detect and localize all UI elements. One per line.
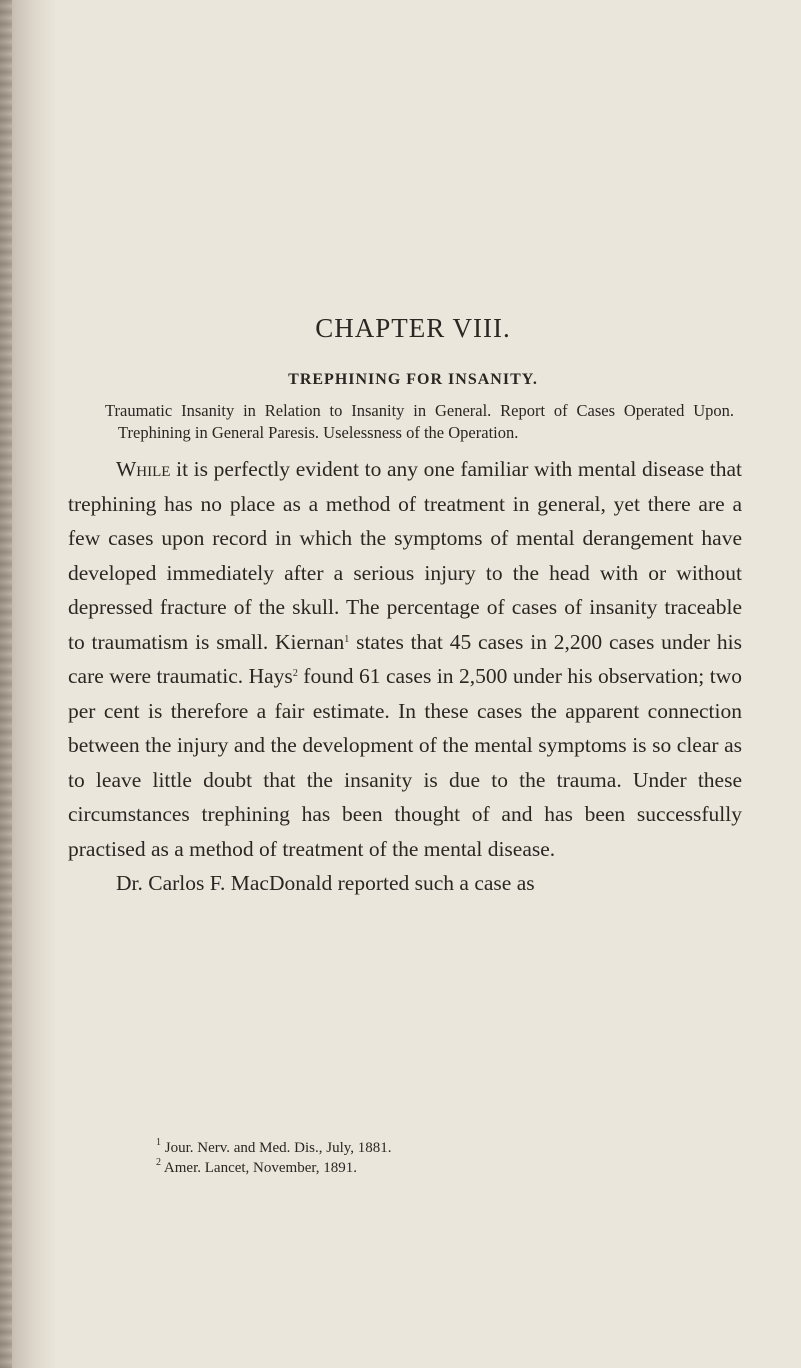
footnote-ref-1[interactable]: 1 (344, 633, 350, 645)
footnote-text: Jour. Nerv. and Med. Dis., July, 1881. (161, 1140, 392, 1156)
footnotes (156, 1138, 716, 1178)
book-page (68, 0, 758, 1368)
section-title: TREPHINING FOR INSANITY. (288, 371, 538, 388)
chapter-title: CHAPTER VIII. (315, 313, 511, 343)
footnote-number: 1 (156, 1137, 161, 1148)
lead-word: While (116, 457, 171, 481)
footnote-text: Amer. Lancet, November, 1891. (161, 1160, 358, 1176)
footnote-number: 2 (156, 1157, 161, 1168)
chapter-summary: Traumatic Insanity in Relation to Insanity in General. Report of Cases Operated Upon. Trephining in General Paresis. Uselessness of the Operation. (105, 401, 734, 442)
footnote-ref-2[interactable]: 2 (292, 668, 298, 679)
paragraph-2: Dr. Carlos F. MacDonald reported such a case as (116, 871, 535, 895)
footnote-2 (156, 1158, 716, 1178)
paragraph-1-part-2: states that 45 cases in 2,200 cases under his care were traumatic. Hays (68, 629, 742, 688)
paragraph-1-part-3: found 61 cases in 2,500 under his observation; two per cent is therefore a fair estimate. In these cases the apparent connection between the injury and the development of the mental symptoms is so clear as to leave little doubt that the insanity is due to the trauma. Under these circumstances trephining has been thought of and has been successfully practised as a method of treatment of the mental disease. (68, 664, 742, 861)
paragraph-1-part-1: it is perfectly evident to any one familiar with mental disease that trephining has no place as a method of treatment in general, yet there are a few cases upon record in which the symptoms of mental derangement have developed immediately after a serious injury to the head with or without depressed fracture of the skull. The percentage of cases of insanity traceable to traumatism is small. Kiernan (68, 457, 742, 654)
gutter-shadow (0, 0, 12, 1368)
body-text (68, 452, 742, 901)
footnote-1 (156, 1138, 716, 1158)
paragraph-1 (68, 452, 742, 866)
